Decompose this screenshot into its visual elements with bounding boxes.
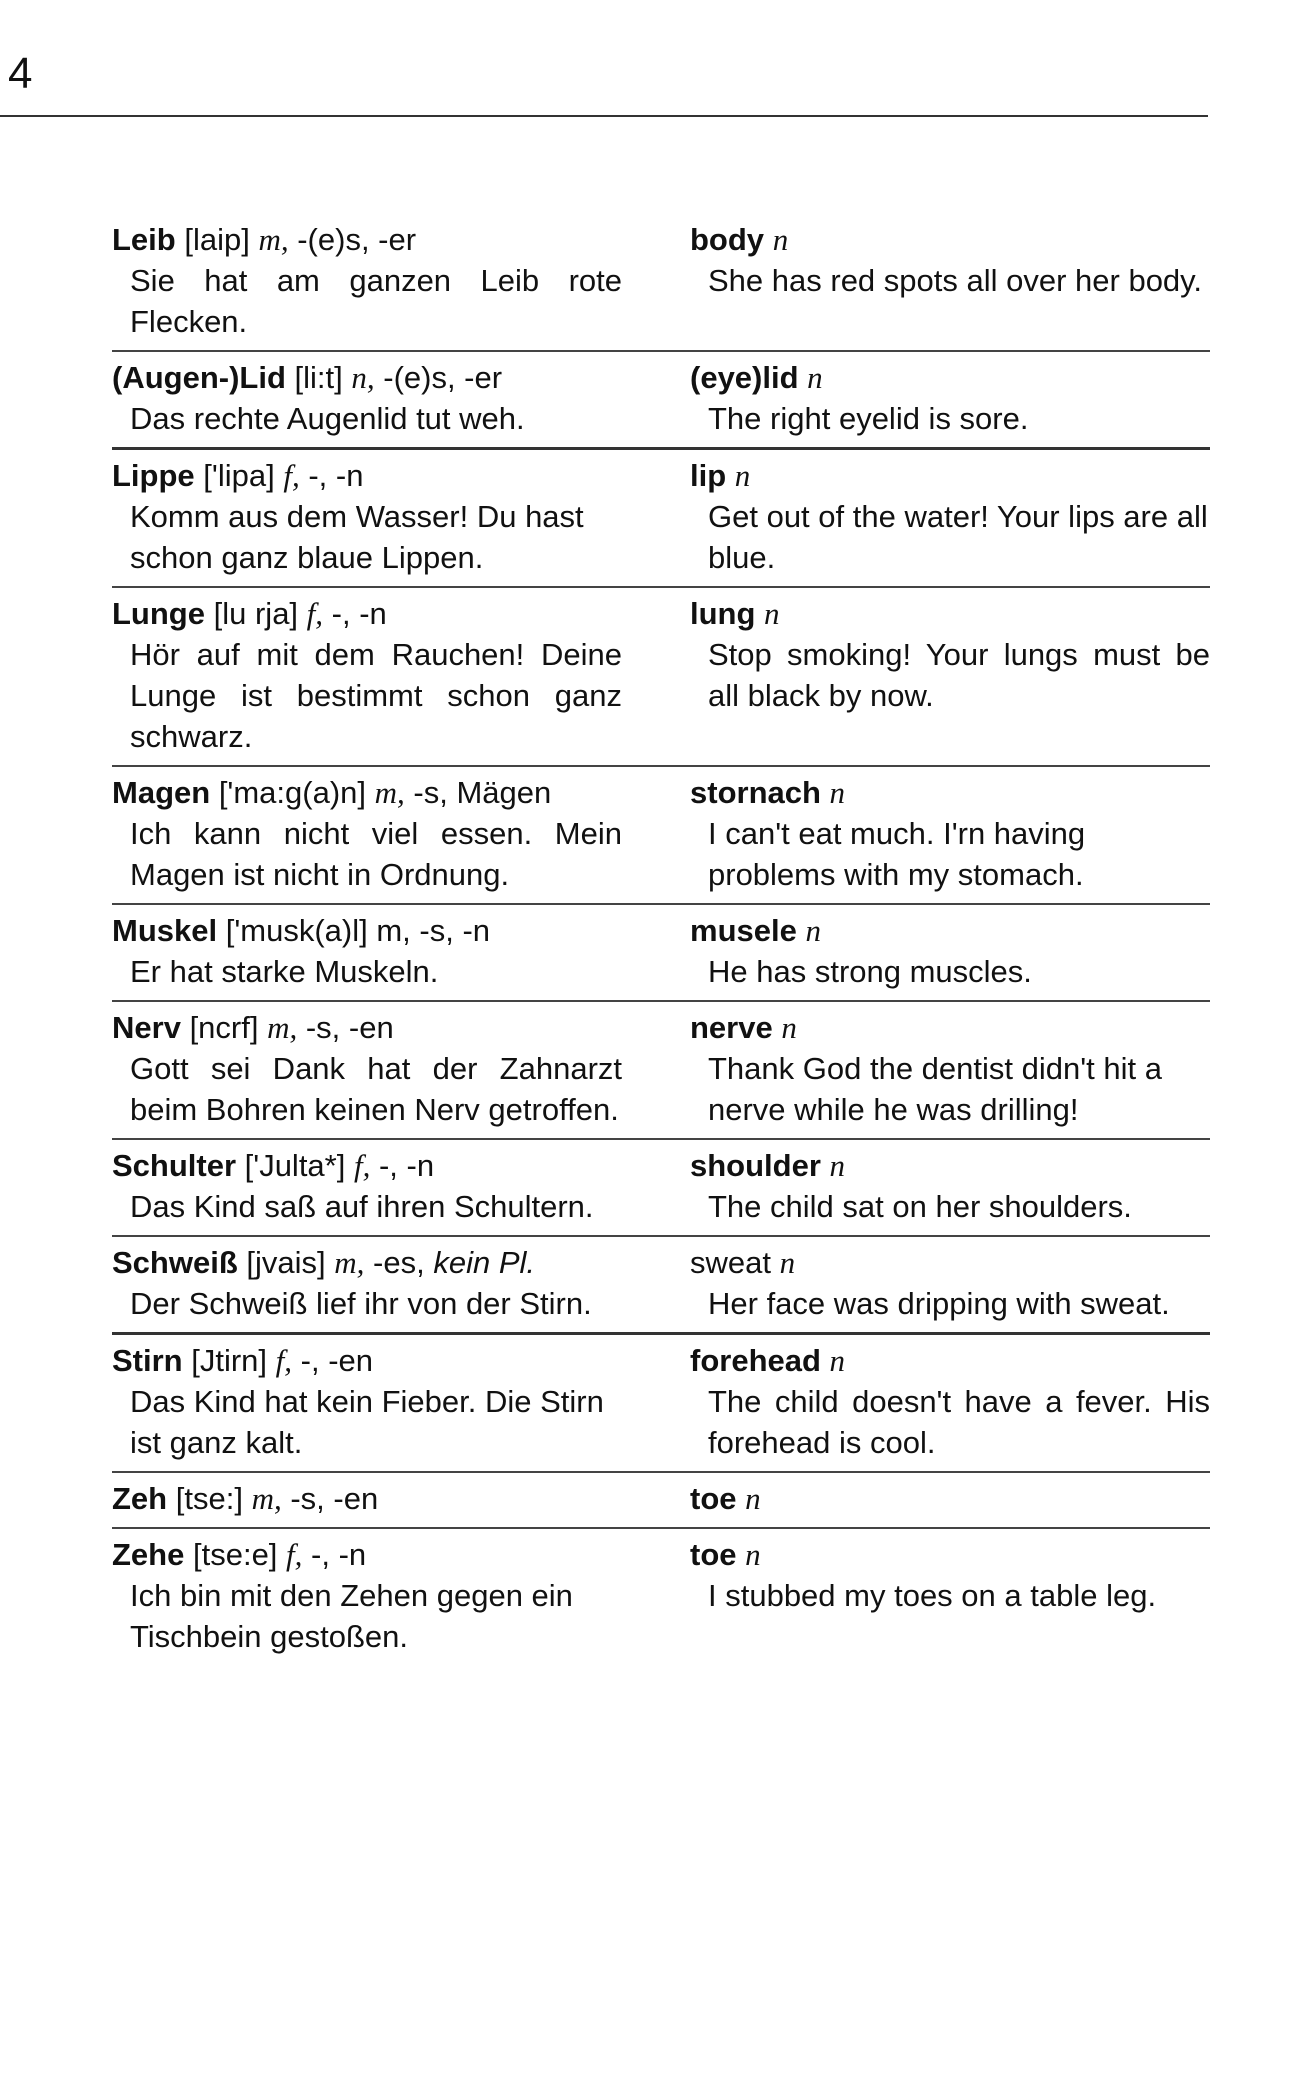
part-of-speech: n (734, 458, 751, 493)
part-of-speech: n (745, 1537, 761, 1572)
english-column (632, 1479, 1210, 1519)
german-column (112, 220, 632, 342)
english-column (632, 220, 1210, 342)
english-headword: musele (690, 913, 797, 948)
pronunciation: ['lipa] (203, 458, 275, 493)
part-of-speech: n (781, 1010, 797, 1045)
english-headword-line (690, 773, 1210, 813)
pronunciation: ['Julta*] (244, 1148, 346, 1183)
german-column (112, 1008, 632, 1130)
english-headword-line (690, 1479, 1210, 1519)
part-of-speech: n (829, 775, 846, 810)
english-column (632, 1008, 1210, 1130)
german-column (112, 594, 632, 757)
english-headword: lip (690, 458, 727, 493)
german-example: Komm aus dem Wasser! Du hast schon ganz blaue Lippen. (130, 499, 584, 575)
part-of-speech: f, (283, 458, 300, 493)
german-headword: Nerv (112, 1010, 181, 1045)
german-headword: Zeh (112, 1481, 168, 1516)
pronunciation: ['musk(a)l] (225, 913, 368, 948)
pronunciation: [tse:] (175, 1481, 243, 1516)
pronunciation: [Jtirn] (191, 1343, 268, 1378)
vocabulary-entry (112, 450, 1210, 588)
part-of-speech: f, (353, 1148, 371, 1183)
part-of-speech: n (772, 222, 789, 257)
german-column (112, 1341, 632, 1463)
inflection: -(e)s, -er (297, 222, 417, 257)
german-example: Das Kind saß auf ihren Schultern. (130, 1189, 594, 1224)
inflection: -es, (373, 1245, 425, 1280)
english-headword: shoulder (690, 1148, 821, 1183)
german-headword: Stirn (112, 1343, 183, 1378)
inflection: -s, Mägen (413, 775, 552, 810)
english-example: Stop smoking! Your lungs must be all black by now. (708, 637, 1210, 713)
english-headword-line (690, 594, 1210, 634)
part-of-speech: n (829, 1148, 846, 1183)
part-of-speech: n (764, 596, 780, 631)
vocabulary-entry (112, 1473, 1210, 1529)
vocabulary-entry (112, 767, 1210, 905)
english-headword: forehead (690, 1343, 821, 1378)
english-headword: (eye)lid (690, 360, 799, 395)
english-column (632, 594, 1210, 757)
vocabulary-entry (112, 905, 1210, 1002)
english-headword-line (690, 911, 1210, 951)
pronunciation: ['ma:g(a)n] (218, 775, 367, 810)
german-headword-line (112, 773, 622, 813)
part-of-speech: m, (374, 775, 405, 810)
part-of-speech: f, (286, 1537, 303, 1572)
english-headword-line (690, 456, 1210, 496)
english-example: The right eyelid is sore. (708, 401, 1029, 436)
inflection: -s, -n (419, 913, 491, 948)
german-headword: Lippe (112, 458, 195, 493)
part-of-speech: n (779, 1245, 796, 1280)
german-column (112, 911, 632, 992)
english-example: He has strong muscles. (708, 954, 1032, 989)
usage-note: kein Pl. (433, 1245, 536, 1280)
part-of-speech: n (745, 1481, 761, 1516)
english-headword: sweat (690, 1245, 771, 1280)
english-headword: toe (690, 1481, 737, 1516)
german-headword-line (112, 1008, 622, 1048)
english-example: Get out of the water! Your lips are all blue. (708, 499, 1208, 575)
german-headword: Schweiß (112, 1245, 238, 1280)
german-headword-line (112, 1479, 622, 1519)
header-divider (0, 115, 1208, 117)
pronunciation: [lu rja] (213, 596, 299, 631)
english-column (632, 456, 1210, 578)
vocabulary-entry (112, 1140, 1210, 1237)
pronunciation: [tse:e] (192, 1537, 278, 1572)
pronunciation: [li:t] (294, 360, 343, 395)
german-headword-line (112, 456, 622, 496)
english-headword: stornach (690, 775, 821, 810)
german-example: Hör auf mit dem Rauchen! Deine Lunge ist bestimmt schon ganz schwarz. (130, 637, 622, 754)
german-headword-line (112, 1146, 622, 1186)
inflection: -, -en (300, 1343, 374, 1378)
german-headword-line (112, 911, 622, 951)
english-example: I can't eat much. I'rn having problems with my stomach. (708, 816, 1086, 892)
german-headword: Muskel (112, 913, 218, 948)
english-headword: toe (690, 1537, 737, 1572)
german-example: Das rechte Augenlid tut weh. (130, 401, 525, 436)
part-of-speech: m, (251, 1481, 282, 1516)
german-example: Ich bin mit den Zehen gegen ein Tischbein gestoßen. (130, 1578, 573, 1654)
english-column (632, 773, 1210, 895)
vocabulary-list (112, 214, 1210, 1665)
german-column (112, 1243, 632, 1324)
english-example: Her face was dripping with sweat. (708, 1286, 1170, 1321)
german-column (112, 1479, 632, 1519)
part-of-speech: m, (267, 1010, 298, 1045)
english-headword-line (690, 358, 1210, 398)
german-column (112, 1535, 632, 1657)
german-headword: Magen (112, 775, 211, 810)
german-headword-line (112, 220, 622, 260)
german-headword-line (112, 1535, 622, 1575)
inflection: -, -n (378, 1148, 435, 1183)
vocabulary-entry (112, 1335, 1210, 1473)
vocabulary-entry (112, 1002, 1210, 1140)
inflection: -(e)s, -er (383, 360, 503, 395)
vocabulary-entry (112, 1529, 1210, 1665)
part-of-speech: f, (275, 1343, 293, 1378)
part-of-speech: n (829, 1343, 846, 1378)
inflection: -, -n (308, 458, 364, 493)
part-of-speech: m, (376, 913, 411, 948)
german-column (112, 456, 632, 578)
english-headword-line (690, 1535, 1210, 1575)
english-example: Thank God the dentist didn't hit a nerve while he was drilling! (708, 1051, 1162, 1127)
german-example: Der Schweiß lief ihr von der Stirn. (130, 1286, 592, 1321)
german-example: Das Kind hat kein Fieber. Die Stirn ist ganz kalt. (130, 1384, 604, 1460)
german-headword: Zehe (112, 1537, 185, 1572)
english-example: The child doesn't have a fever. His forehead is cool. (708, 1384, 1210, 1460)
english-headword: nerve (690, 1010, 773, 1045)
english-headword-line (690, 220, 1210, 260)
german-example: Ich kann nicht viel essen. Mein Magen ist nicht in Ordnung. (130, 816, 622, 892)
english-headword-line (690, 1008, 1210, 1048)
german-column (112, 358, 632, 439)
german-headword: Leib (112, 222, 176, 257)
part-of-speech: n (807, 360, 823, 395)
english-example: I stubbed my toes on a table leg. (708, 1578, 1157, 1613)
german-headword-line (112, 594, 622, 634)
part-of-speech: n, (351, 360, 375, 395)
english-column (632, 911, 1210, 992)
inflection: -, -n (331, 596, 387, 631)
vocabulary-entry (112, 352, 1210, 450)
english-column (632, 1535, 1210, 1657)
german-column (112, 1146, 632, 1227)
pronunciation: [laip] (184, 222, 250, 257)
english-headword-line (690, 1243, 1210, 1283)
english-headword: body (690, 222, 765, 257)
german-headword-line (112, 358, 622, 398)
english-example: She has red spots all over her body. (708, 263, 1202, 298)
german-headword-line (112, 1243, 622, 1283)
part-of-speech: m, (258, 222, 289, 257)
part-of-speech: m, (334, 1245, 365, 1280)
pronunciation: [ncrf] (189, 1010, 259, 1045)
german-headword: Lunge (112, 596, 205, 631)
english-headword-line (690, 1146, 1210, 1186)
german-example: Gott sei Dank hat der Zahnarzt beim Bohren keinen Nerv getroffen. (130, 1051, 622, 1127)
german-column (112, 773, 632, 895)
part-of-speech: n (805, 913, 821, 948)
english-headword: lung (690, 596, 756, 631)
vocabulary-entry (112, 214, 1210, 352)
vocabulary-entry (112, 1237, 1210, 1335)
german-headword-line (112, 1341, 622, 1381)
german-headword: (Augen-)Lid (112, 360, 286, 395)
inflection: -s, -en (305, 1010, 394, 1045)
german-headword: Schulter (112, 1148, 237, 1183)
english-example: The child sat on her shoulders. (708, 1189, 1132, 1224)
page-number: 4 (8, 49, 33, 98)
english-headword-line (690, 1341, 1210, 1381)
inflection: -, -n (311, 1537, 367, 1572)
pronunciation: [jvais] (246, 1245, 326, 1280)
inflection: -s, -en (290, 1481, 379, 1516)
vocabulary-entry (112, 588, 1210, 767)
english-column (632, 358, 1210, 439)
english-column (632, 1341, 1210, 1463)
english-column (632, 1146, 1210, 1227)
german-example: Sie hat am ganzen Leib rote Flecken. (130, 263, 622, 339)
german-example: Er hat starke Muskeln. (130, 954, 439, 989)
english-column (632, 1243, 1210, 1324)
part-of-speech: f, (306, 596, 324, 631)
